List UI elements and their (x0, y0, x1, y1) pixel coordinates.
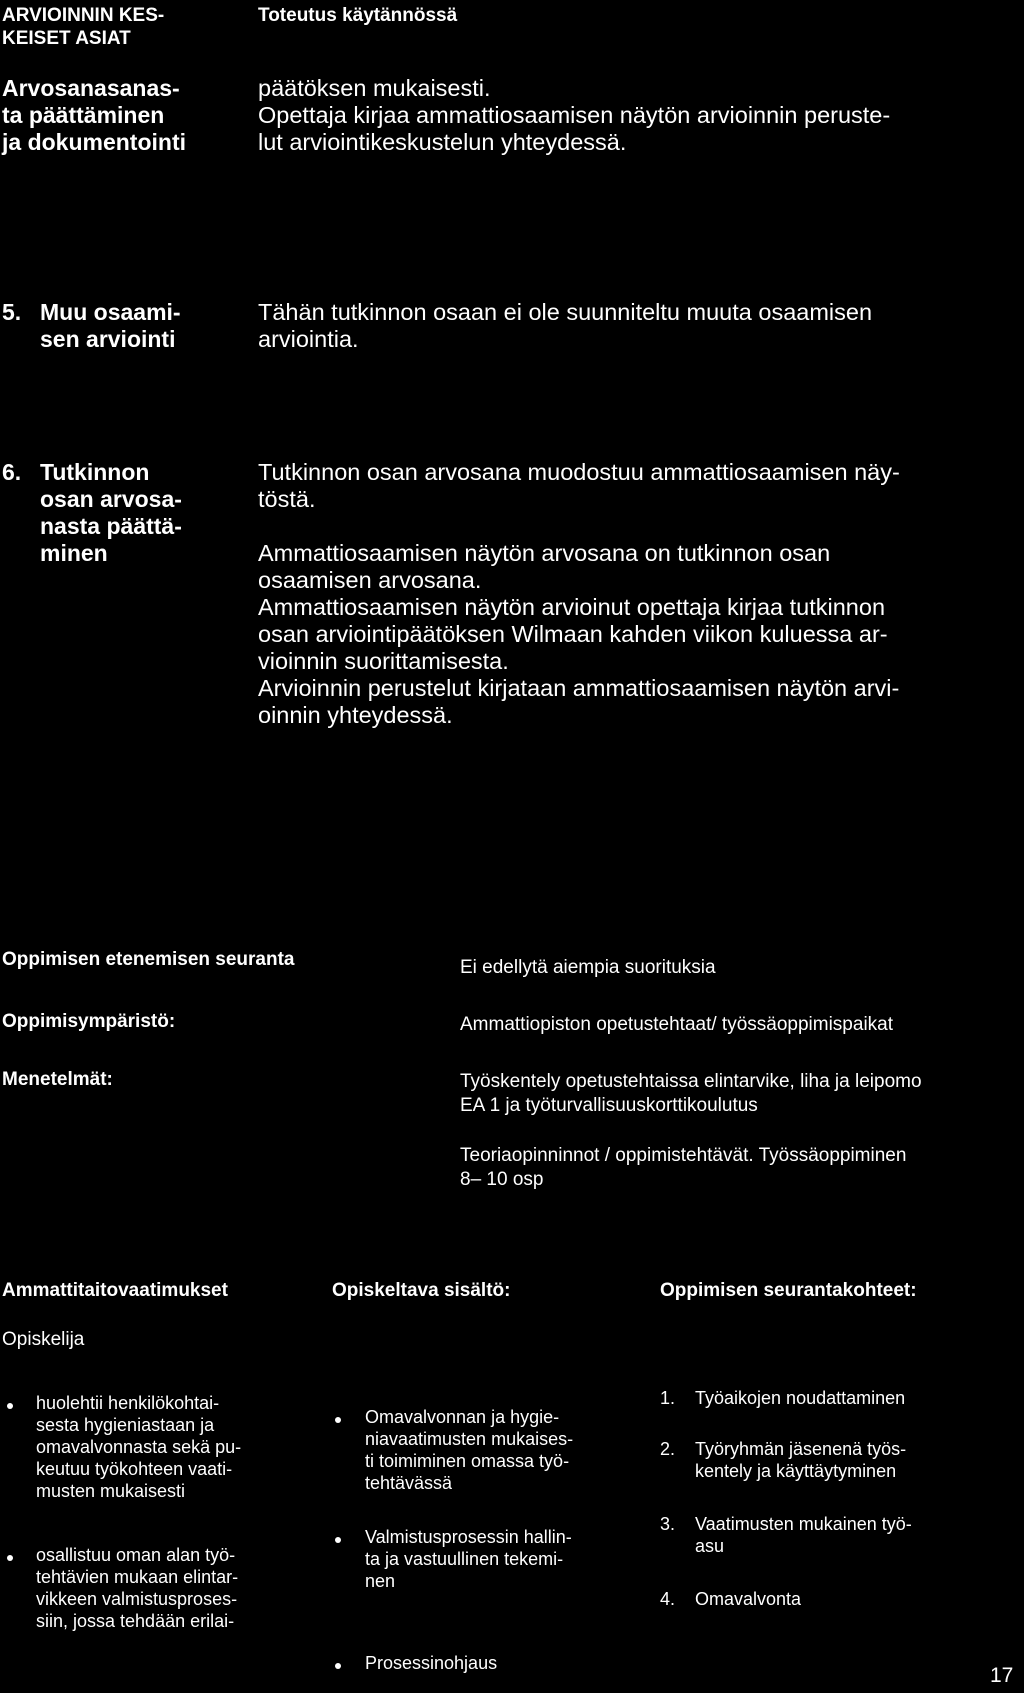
column-header-assessment-issues: ARVIOINNIN KES- KEISET ASIAT (2, 5, 165, 49)
target-number: 3. (660, 1514, 676, 1534)
column-header-requirements: Ammattitaitovaatimukset (2, 1280, 228, 1301)
row-text-grade-determination: Tutkinnon osan arvosana muodostuu ammattiosaamisen näy- töstä. Ammattiosaamisen näytön arvosana on tutkinnon osan osaamisen arvosana. Ammattiosaamisen näytön arvioinut opettaja kirjaa tutkinnon osan arviointipäätöksen Wilmaan kahden viikon kuluessa ar- vioinnin suorittamisesta. Arvioinnin perustelut kirjataan ammattiosaamisen näytön arvi- oinnin yhteydessä. (258, 459, 900, 728)
row-text-grade-decision-documentation: päätöksen mukaisesti. Opettaja kirjaa ammattiosaamisen näytön arvioinnin peruste- lut arviointikeskustelun yhteydessä. (258, 75, 891, 155)
bullet-icon (7, 1403, 13, 1409)
target-item-teamwork: Työryhmän jäsenenä työs- kentely ja käyttäytyminen (695, 1439, 907, 1481)
requirement-item-production: osallistuu oman alan työ- tehtävien mukaan elintar- vikkeen valmistusproses- siin, jossa tehdään erilai- (36, 1545, 239, 1631)
row-number-6: 6. (2, 459, 22, 485)
methods-value-workshop: Työskentely opetustehtaissa elintarvike, liha ja leipomo EA 1 ja työturvallisuuskorttikoulutus (460, 1071, 922, 1116)
environment-label: Oppimisympäristö: (2, 1011, 176, 1032)
row-label-grade-determination: Tutkinnon osan arvosa- nasta päättä- minen (40, 459, 182, 566)
bullet-icon (335, 1663, 341, 1669)
content-item-production-process: Valmistusprosessin hallin- ta ja vastuullinen tekemi- nen (365, 1527, 572, 1591)
requirement-item-hygiene: huolehtii henkilökohtai- sesta hygieniastaan ja omavalvonnasta sekä pu- keutuu työkohteen vaati- musten mukaisesti (36, 1393, 242, 1501)
methods-value-theory: Teoriaopinninnot / oppimistehtävät. Työssäoppiminen 8– 10 osp (460, 1145, 907, 1190)
bullet-icon (335, 1417, 341, 1423)
column-header-implementation: Toteutus käytännössä (258, 5, 458, 26)
target-number: 2. (660, 1439, 676, 1459)
progress-label: Oppimisen etenemisen seuranta (2, 949, 295, 970)
target-item-working-hours: Työaikojen noudattaminen (695, 1388, 906, 1408)
target-number: 4. (660, 1589, 676, 1609)
target-number: 1. (660, 1388, 676, 1408)
subject-label: Opiskelija (2, 1329, 85, 1350)
methods-label: Menetelmät: (2, 1069, 113, 1090)
bullet-icon (7, 1555, 13, 1561)
row-text-other-assessment: Tähän tutkinnon osaan ei ole suunniteltu muuta osaamisen arviointia. (258, 299, 873, 352)
environment-value: Ammattiopiston opetustehtaat/ työssäoppimispaikat (460, 1014, 894, 1035)
column-header-follow-up: Oppimisen seurantakohteet: (660, 1280, 917, 1301)
column-header-content: Opiskeltava sisältö: (332, 1280, 511, 1301)
row-number-5: 5. (2, 299, 22, 325)
page-number: 17 (990, 1664, 1014, 1687)
row-label-grade-decision-documentation: Arvosanasanas- ta päättäminen ja dokumentointi (2, 75, 186, 155)
target-item-self-monitoring: Omavalvonta (695, 1589, 802, 1609)
bullet-icon (335, 1537, 341, 1543)
content-item-self-monitoring: Omavalvonnan ja hygie- niavaatimusten mukaises- ti toimiminen omassa työ- tehtävässä (365, 1407, 574, 1493)
progress-value: Ei edellytä aiempia suorituksia (460, 957, 716, 978)
target-item-work-attire: Vaatimusten mukainen työ- asu (695, 1514, 912, 1556)
content-item-process-control: Prosessinohjaus (365, 1653, 498, 1673)
row-label-other-assessment: Muu osaami- sen arviointi (40, 299, 181, 352)
